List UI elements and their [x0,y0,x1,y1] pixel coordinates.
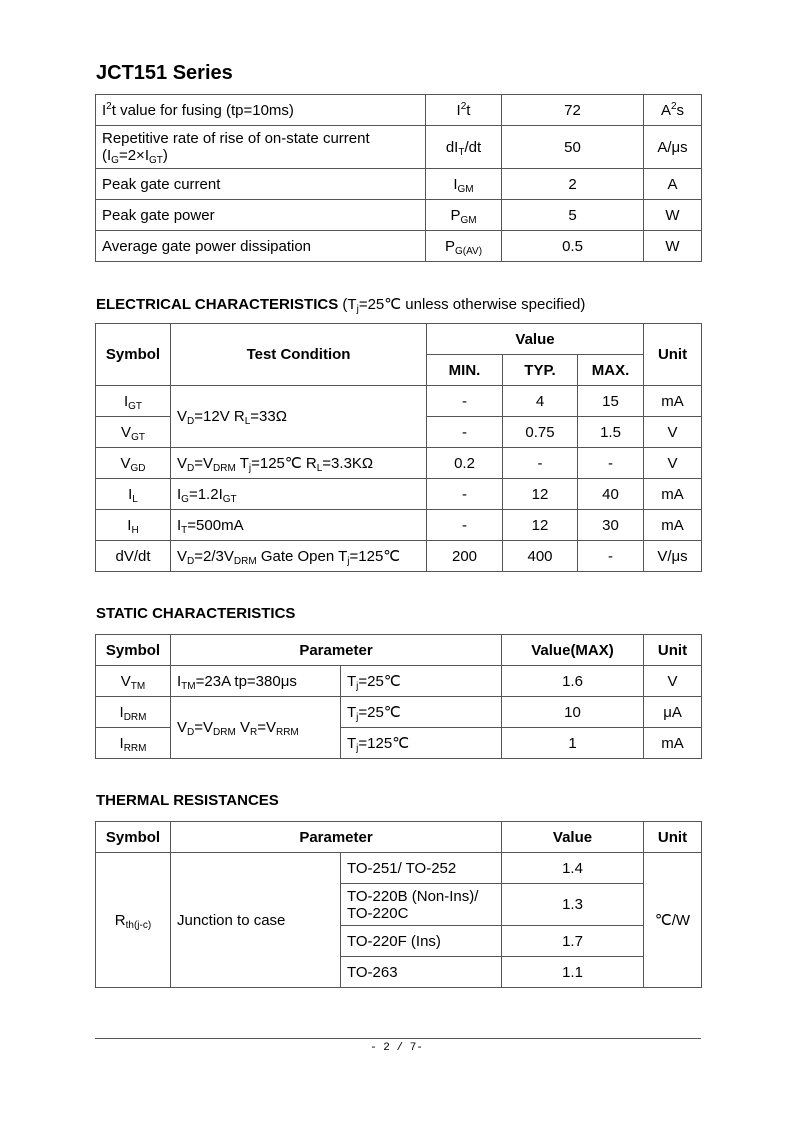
parameter-cell: Junction to case [171,853,341,988]
thermal-table [95,821,702,988]
electrical-table [95,323,702,572]
table-row [96,479,702,510]
max-cell: - [578,541,644,572]
col-unit: Unit [644,635,702,666]
symbol-cell: $V_{GT}$ [96,417,171,448]
typ-cell: 4 [503,386,578,417]
symbol-cell: $P_{G(AV)}$ [426,231,502,262]
unit-cell: V [644,448,702,479]
thermal-heading: THERMAL RESISTANCES [96,792,279,809]
unit-cell: μA [644,697,702,728]
value-cell: 0.5 [502,231,644,262]
unit-cell: mA [644,728,702,759]
table-header-row [96,324,702,355]
symbol-cell: $V_{GD}$ [96,448,171,479]
page-title: JCT151 Series [96,62,233,84]
typ-cell: 12 [503,510,578,541]
unit-cell: mA [644,510,702,541]
max-cell: 15 [578,386,644,417]
condition-cell: $V_D=12V$ $R_L=33\Omega$ [171,386,427,448]
symbol-cell: $V_{TM}$ [96,666,171,697]
table-row [96,666,702,697]
param-cell: Peak gate power [96,200,426,231]
symbol-cell: $R_{th(j-c)}$ [96,853,171,988]
min-cell: 200 [427,541,503,572]
temperature-cell: $T_j=25℃$ [341,666,502,697]
max-cell: 30 [578,510,644,541]
electrical-heading: ELECTRICAL CHARACTERISTICS ($T_j=25℃$ unless otherwise specified) [96,296,586,315]
unit-cell: mA [644,479,702,510]
package-cell: TO-220B (Non-Ins)/ TO-220C [341,884,502,926]
symbol-cell: dV/dt [96,541,171,572]
typ-cell: 0.75 [503,417,578,448]
unit-cell: mA [644,386,702,417]
unit-cell: ℃/W [644,853,702,988]
min-cell: 0.2 [427,448,503,479]
value-cell: 1.7 [502,926,644,957]
col-unit: Unit [644,822,702,853]
symbol-cell: $P_{GM}$ [426,200,502,231]
col-value: Value [427,324,644,355]
symbol-cell: $I_L$ [96,479,171,510]
condition-cell: $I_{TM}=23A$ tp=380μs [171,666,341,697]
typ-cell: 12 [503,479,578,510]
param-cell: Peak gate current [96,169,426,200]
col-value: Value [502,822,644,853]
param-cell: $I^2t$ value for fusing (tp=10ms) [96,95,426,126]
table-row [96,169,702,200]
table-row [96,126,702,169]
temperature-cell: $T_j=125℃$ [341,728,502,759]
col-parameter: Parameter [171,635,502,666]
symbol-cell: $I^2t$ [426,95,502,126]
static-table [95,634,702,759]
unit-cell: V/μs [644,541,702,572]
min-cell: - [427,417,503,448]
footer-divider [95,1038,701,1039]
col-value: Value(MAX) [502,635,644,666]
symbol-cell: $I_{GM}$ [426,169,502,200]
unit-cell: A/μs [644,126,702,169]
condition-cell: $V_D=V_{DRM}$ $T_j=125℃$ $R_L=3.3K\Omega$ [171,448,427,479]
package-cell: TO-220F (Ins) [341,926,502,957]
col-typ: TYP. [503,355,578,386]
typ-cell: 400 [503,541,578,572]
symbol-cell: $I_H$ [96,510,171,541]
col-symbol: Symbol [96,822,171,853]
col-symbol: Symbol [96,324,171,386]
min-cell: - [427,386,503,417]
table-row [96,95,702,126]
col-symbol: Symbol [96,635,171,666]
symbol-cell: $I_{DRM}$ [96,697,171,728]
table-row [96,697,702,728]
temperature-cell: $T_j=25℃$ [341,697,502,728]
max-cell: - [578,448,644,479]
unit-cell: W [644,200,702,231]
param-cell: Average gate power dissipation [96,231,426,262]
value-cell: 50 [502,126,644,169]
condition-cell: $I_T=500mA$ [171,510,427,541]
value-cell: 1.3 [502,884,644,926]
value-cell: 1 [502,728,644,759]
value-cell: 1.1 [502,957,644,988]
min-cell: - [427,479,503,510]
table-row [96,541,702,572]
col-max: MAX. [578,355,644,386]
condition-cell: $V_D=2/3V_{DRM}$ Gate Open $T_j=125℃$ [171,541,427,572]
symbol-cell: $I_{GT}$ [96,386,171,417]
package-cell: TO-263 [341,957,502,988]
value-cell: 1.6 [502,666,644,697]
value-cell: 72 [502,95,644,126]
table-row [96,448,702,479]
unit-cell: W [644,231,702,262]
value-cell: 2 [502,169,644,200]
unit-cell: A [644,169,702,200]
unit-cell: V [644,417,702,448]
value-cell: 10 [502,697,644,728]
value-cell: 5 [502,200,644,231]
package-cell: TO-251/ TO-252 [341,853,502,884]
table-row [96,231,702,262]
table-row [96,510,702,541]
table-header-row [96,635,702,666]
value-cell: 1.4 [502,853,644,884]
col-test-condition: Test Condition [171,324,427,386]
table-row [96,386,702,417]
page-number: - 2 / 7- [370,1042,423,1054]
table-header-row [96,822,702,853]
min-cell: - [427,510,503,541]
col-unit: Unit [644,324,702,386]
max-cell: 1.5 [578,417,644,448]
table-row [96,853,702,884]
ratings-table [95,94,702,262]
condition-cell: $I_G=1.2I_{GT}$ [171,479,427,510]
condition-cell: $V_D=V_{DRM}$ $V_R=V_{RRM}$ [171,697,341,759]
symbol-cell: $I_{RRM}$ [96,728,171,759]
unit-cell: $A^2s$ [644,95,702,126]
col-parameter: Parameter [171,822,502,853]
max-cell: 40 [578,479,644,510]
symbol-cell: $dI_T/dt$ [426,126,502,169]
param-cell: Repetitive rate of rise of on-state current $(I_G=2\times I_{GT})$ [96,126,426,169]
col-min: MIN. [427,355,503,386]
table-row [96,200,702,231]
static-heading: STATIC CHARACTERISTICS [96,605,296,622]
unit-cell: V [644,666,702,697]
typ-cell: - [503,448,578,479]
